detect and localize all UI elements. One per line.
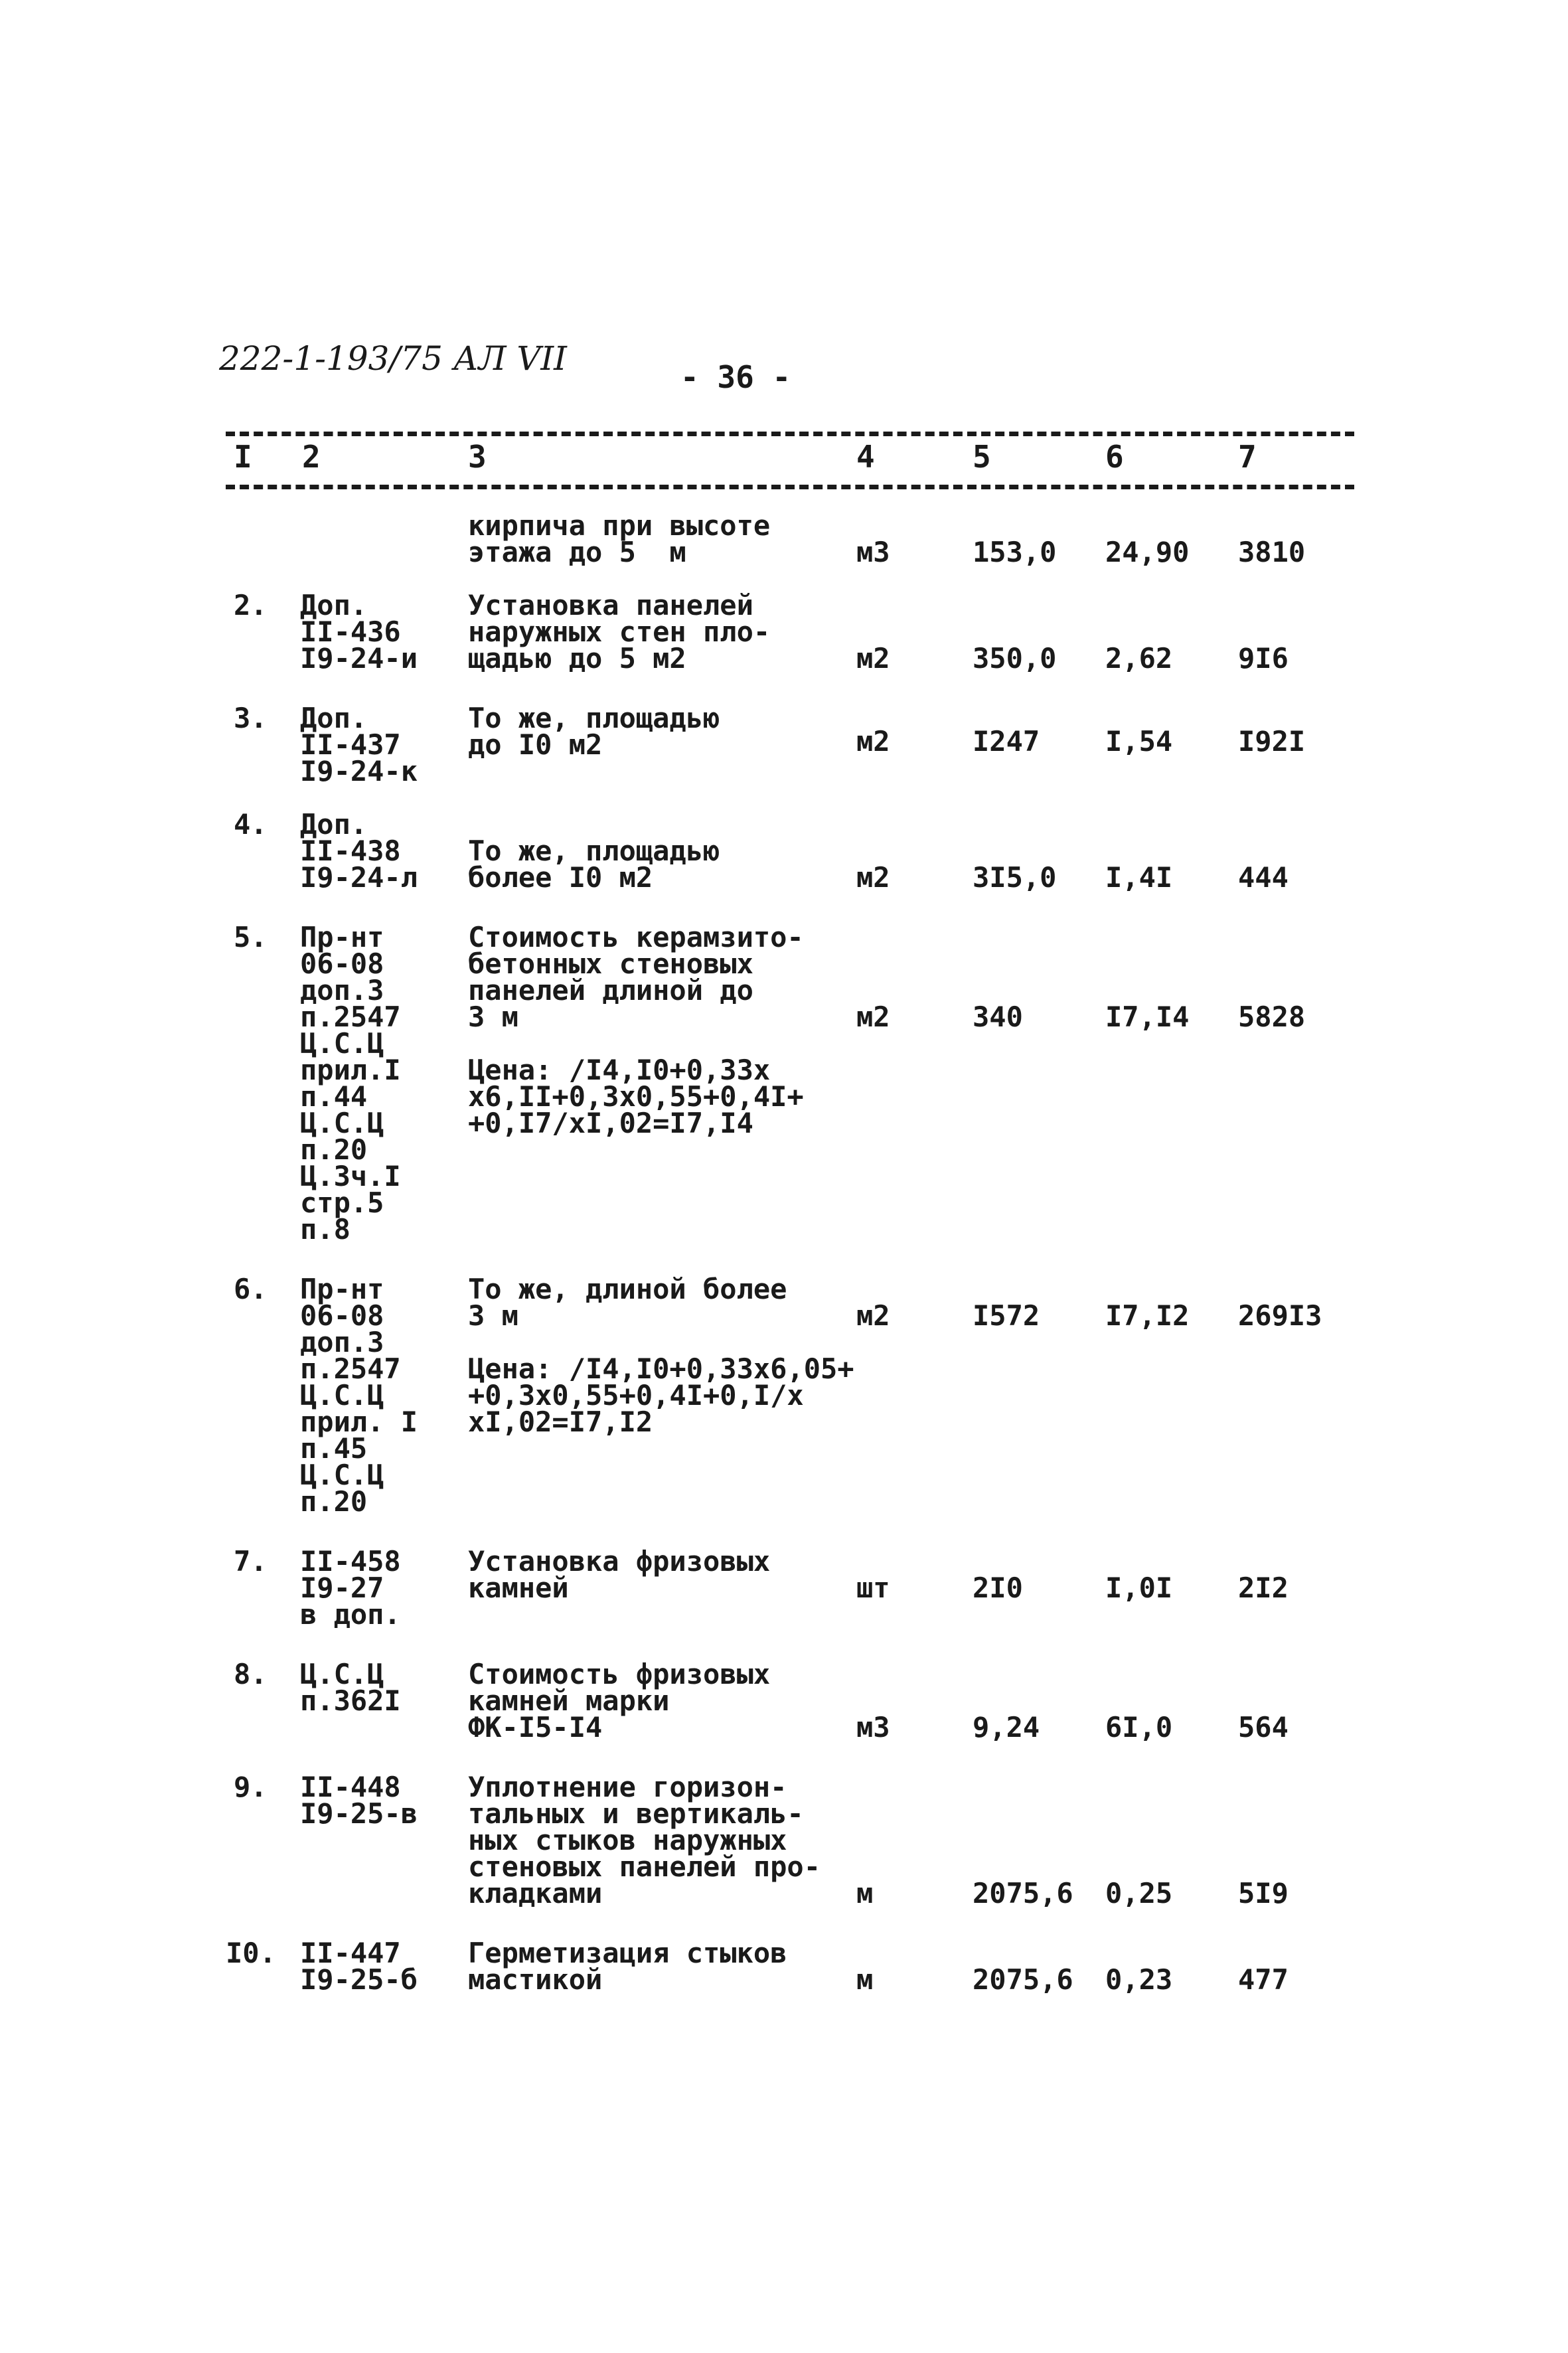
row-9-total: 477 xyxy=(1238,1963,1289,1996)
col-header-2: 2 xyxy=(302,439,321,475)
row-4-quantity: 340 xyxy=(973,1001,1023,1033)
row-9-quantity: 2075,6 xyxy=(973,1963,1073,1996)
row-4-unit: м2 xyxy=(856,1001,890,1033)
row-7-quantity: 9,24 xyxy=(973,1711,1040,1744)
row-1-number: 2. xyxy=(234,589,268,621)
row-7-reference: Ц.С.Ц п.362I xyxy=(300,1658,401,1717)
row-5-reference: Пр-нт 06-08 доп.3 п.2547 Ц.С.Ц прил. I п.45 Ц.С.Ц п.20 xyxy=(300,1273,418,1518)
row-2-quantity: I247 xyxy=(973,725,1040,758)
row-6-unit: шт xyxy=(856,1572,890,1604)
row-6-number: 7. xyxy=(234,1545,268,1578)
row-5-price-formula: Цена: /I4,I0+0,33х6,05+ +0,3х0,55+0,4I+0,I/х хI,02=I7,I2 xyxy=(468,1352,854,1438)
col-header-6: 6 xyxy=(1105,439,1124,475)
row-1-total: 9I6 xyxy=(1238,642,1289,675)
row-1-price: 2,62 xyxy=(1105,642,1173,675)
row-4-total: 5828 xyxy=(1238,1001,1306,1033)
row-2-description: То же, площадью до I0 м2 xyxy=(468,702,720,761)
row-1-description: Установка панелей наружных стен пло- щадью до 5 м2 xyxy=(468,589,771,675)
row-3-quantity: 3I5,0 xyxy=(973,861,1057,894)
row-9-description: Герметизация стыков мастикой xyxy=(468,1937,787,1996)
row-3-unit: м2 xyxy=(856,861,890,894)
row-5-quantity: I572 xyxy=(973,1299,1040,1332)
header-top-rule xyxy=(226,432,1354,436)
row-9-unit: м xyxy=(856,1963,874,1996)
row-8-total: 5I9 xyxy=(1238,1877,1289,1909)
document-code: 222-1-193/75 АЛ VII xyxy=(219,339,567,378)
row-2-reference: Доп. II-437 I9-24-к xyxy=(300,702,418,787)
row-6-total: 2I2 xyxy=(1238,1572,1289,1604)
row-8-number: 9. xyxy=(234,1771,268,1803)
row-4-reference: Пр-нт 06-08 доп.3 п.2547 Ц.С.Ц прил.I п.44 Ц.С.Ц п.20 Ц.Зч.I стр.5 п.8 xyxy=(300,921,401,1246)
row-6-description: Установка фризовых камней xyxy=(468,1545,771,1604)
row-0-total: 3810 xyxy=(1238,536,1306,568)
row-6-price: I,0I xyxy=(1105,1572,1173,1604)
row-0-description: кирпича при высоте этажа до 5 м xyxy=(468,509,771,568)
row-2-unit: м2 xyxy=(856,725,890,758)
row-9-reference: II-447 I9-25-б xyxy=(300,1937,418,1996)
page-number: - 36 - xyxy=(680,359,791,395)
row-0-price: 24,90 xyxy=(1105,536,1190,568)
row-2-total: I92I xyxy=(1238,725,1306,758)
row-7-description: Стоимость фризовых камней марки ФК-I5-I4 xyxy=(468,1658,771,1744)
row-7-unit: м3 xyxy=(856,1711,890,1744)
row-7-total: 564 xyxy=(1238,1711,1289,1744)
row-4-description: Стоимость керамзито- бетонных стеновых панелей длиной до 3 м xyxy=(468,921,804,1033)
row-1-reference: Доп. II-436 I9-24-и xyxy=(300,589,418,675)
row-5-description: То же, длиной более 3 м xyxy=(468,1273,787,1332)
row-5-unit: м2 xyxy=(856,1299,890,1332)
row-8-quantity: 2075,6 xyxy=(973,1877,1073,1909)
row-3-total: 444 xyxy=(1238,861,1289,894)
row-1-unit: м2 xyxy=(856,642,890,675)
row-1-quantity: 350,0 xyxy=(973,642,1057,675)
col-header-1: I xyxy=(234,439,252,475)
row-7-number: 8. xyxy=(234,1658,268,1690)
row-0-unit: м3 xyxy=(856,536,890,568)
row-3-reference: Доп. II-438 I9-24-л xyxy=(300,808,418,894)
row-5-number: 6. xyxy=(234,1273,268,1305)
col-header-7: 7 xyxy=(1238,439,1257,475)
row-4-price-formula: Цена: /I4,I0+0,33х х6,II+0,3х0,55+0,4I+ +0,I7/хI,02=I7,I4 xyxy=(468,1054,804,1139)
row-2-number: 3. xyxy=(234,702,268,734)
row-7-price: 6I,0 xyxy=(1105,1711,1173,1744)
row-4-price: I7,I4 xyxy=(1105,1001,1190,1033)
row-4-number: 5. xyxy=(234,921,268,953)
row-9-number: I0. xyxy=(226,1937,276,1969)
col-header-3: 3 xyxy=(468,439,487,475)
row-6-quantity: 2I0 xyxy=(973,1572,1023,1604)
row-8-unit: м xyxy=(856,1877,874,1909)
row-9-price: 0,23 xyxy=(1105,1963,1173,1996)
row-3-description: То же, площадью более I0 м2 xyxy=(468,835,720,894)
row-3-price: I,4I xyxy=(1105,861,1173,894)
header-bottom-rule xyxy=(226,485,1354,489)
row-2-price: I,54 xyxy=(1105,725,1173,758)
row-8-price: 0,25 xyxy=(1105,1877,1173,1909)
row-5-total: 269I3 xyxy=(1238,1299,1322,1332)
col-header-5: 5 xyxy=(973,439,991,475)
row-0-quantity: 153,0 xyxy=(973,536,1057,568)
col-header-4: 4 xyxy=(856,439,875,475)
row-8-reference: II-448 I9-25-в xyxy=(300,1771,418,1830)
row-5-price: I7,I2 xyxy=(1105,1299,1190,1332)
row-3-number: 4. xyxy=(234,808,268,841)
row-8-description: Уплотнение горизон- тальных и вертикаль- ных стыков наружных стеновых панелей про- кладками xyxy=(468,1771,821,1909)
row-6-reference: II-458 I9-27 в доп. xyxy=(300,1545,401,1631)
